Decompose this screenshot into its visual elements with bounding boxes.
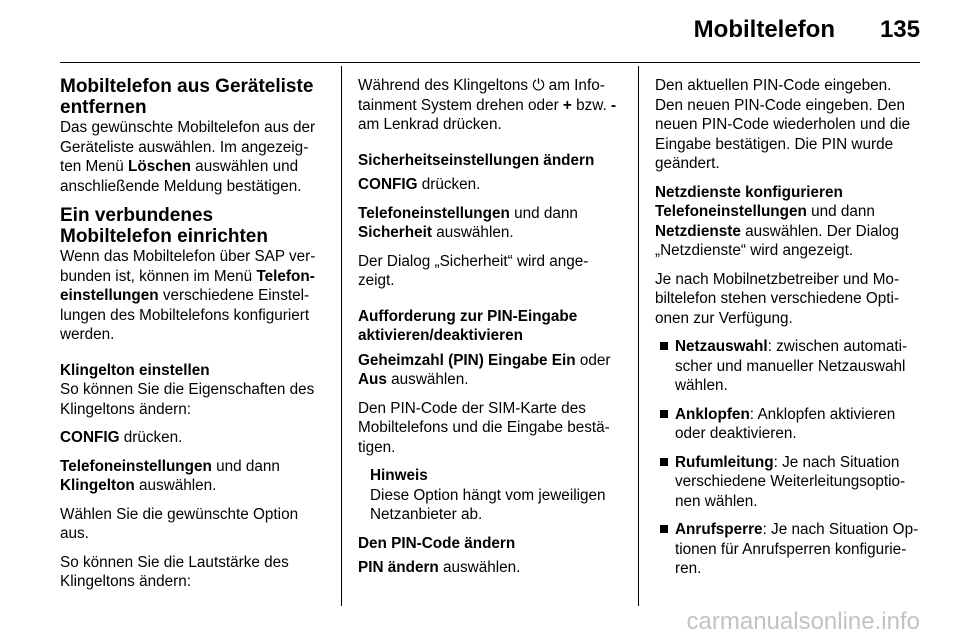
list-item: Netzauswahl: zwischen automati-scher und manueller Netzauswahl wählen. xyxy=(655,337,921,396)
network-options-list xyxy=(655,337,921,579)
paragraph-pin-entry: Den PIN-Code der SIM-Karte des Mobiltelefons und die Eingabe bestä-tigen. xyxy=(358,399,610,456)
step-select-ringtone: Telefoneinstellungen und dann Klingelton auswählen. xyxy=(60,457,280,494)
paragraph-ringtone-intro: So können Sie die Eigenschaften des Klingeltons ändern: xyxy=(60,381,315,418)
step-select-network: Telefoneinstellungen und dann Netzdienste auswählen. Der Dialog „Netzdienste“ wird angezeigt. xyxy=(655,203,900,259)
heading-change-pin: Den PIN-Code ändern xyxy=(358,534,516,552)
column-3 xyxy=(655,76,921,588)
watermark: carmanualsonline.info xyxy=(686,608,920,635)
step-select-security: Telefoneinstellungen und dann Sicherheit auswählen. xyxy=(358,204,578,241)
bullet-icon xyxy=(660,342,668,350)
bullet-icon xyxy=(660,525,668,533)
heading-network-services: Netzdienste konfigurieren xyxy=(655,183,843,201)
paragraph-security-dialog: Der Dialog „Sicherheit“ wird ange-zeigt. xyxy=(358,252,589,289)
heading-ringtone: Klingelton einstellen xyxy=(60,361,210,379)
bullet-icon xyxy=(660,410,668,418)
knob-icon: ⏻ xyxy=(532,77,545,94)
step-config: CONFIG drücken. xyxy=(60,429,183,446)
note-box xyxy=(370,466,624,525)
column-1 xyxy=(60,76,326,601)
list-item: Rufumleitung: Je nach Situation verschiedene Weiterleitungsoptio-nen wählen. xyxy=(655,453,921,512)
heading-setup-phone: Ein verbundenes Mobiltelefon einrichten xyxy=(60,205,268,247)
paragraph-volume-steps: Während des Klingeltons ⏻ am Info-tainment System drehen oder + bzw. - am Lenkrad drücken. xyxy=(358,77,617,133)
heading-remove-phone: Mobiltelefon aus Geräteliste entfernen xyxy=(60,76,314,118)
paragraph-remove-phone: Das gewünschte Mobiltelefon aus der Geräteliste auswählen. Im angezeig-ten Menü Löschen auswählen und anschließende Meldung bestätigen. xyxy=(60,119,316,195)
column-divider-right xyxy=(638,66,639,606)
step-pin-toggle: Geheimzahl (PIN) Eingabe Ein oder Aus auswählen. xyxy=(358,351,611,388)
paragraph-volume-intro: So können Sie die Lautstärke des Klingeltons ändern: xyxy=(60,553,289,590)
list-item: Anklopfen: Anklopfen aktivieren oder deaktivieren. xyxy=(655,405,921,444)
note-title: Hinweis xyxy=(370,467,428,484)
header-divider xyxy=(60,62,920,63)
step-change-pin: PIN ändern auswählen. xyxy=(358,559,521,576)
paragraph-setup-phone: Wenn das Mobiltelefon über SAP ver-bunden ist, können im Menü Telefon-einstellungen verschiedene Einstel-lungen des Mobiltelefons konfiguriert werden. xyxy=(60,248,316,343)
heading-pin-prompt: Aufforderung zur PIN-Eingabe aktivieren/deaktivieren xyxy=(358,307,578,344)
plus-symbol: + xyxy=(562,96,572,114)
list-item: Anrufsperre: Je nach Situation Op-tionen für Anrufsperren konfigurie-ren. xyxy=(655,520,921,579)
column-divider-left xyxy=(341,66,342,606)
column-2 xyxy=(358,76,624,587)
heading-security-settings: Sicherheitseinstellungen ändern xyxy=(358,151,595,169)
minus-symbol: - xyxy=(610,96,617,114)
bullet-icon xyxy=(660,458,668,466)
page-title: Mobiltelefon xyxy=(693,16,835,43)
paragraph-choose-option: Wählen Sie die gewünschte Option aus. xyxy=(60,505,299,542)
page-number: 135 xyxy=(879,16,920,43)
paragraph-operators: Je nach Mobilnetzbetreiber und Mo-biltelefon stehen verschiedene Opti-onen zur Verfügung. xyxy=(655,270,900,327)
note-text: Diese Option hängt vom jeweiligen Netzanbieter ab. xyxy=(370,486,606,523)
paragraph-pin-steps: Den aktuellen PIN-Code eingeben. Den neuen PIN-Code eingeben. Den neuen PIN-Code wiederholen und die Eingabe bestätigen. Die PIN wurde geändert. xyxy=(655,77,911,172)
step-config: CONFIG drücken. xyxy=(358,176,481,193)
